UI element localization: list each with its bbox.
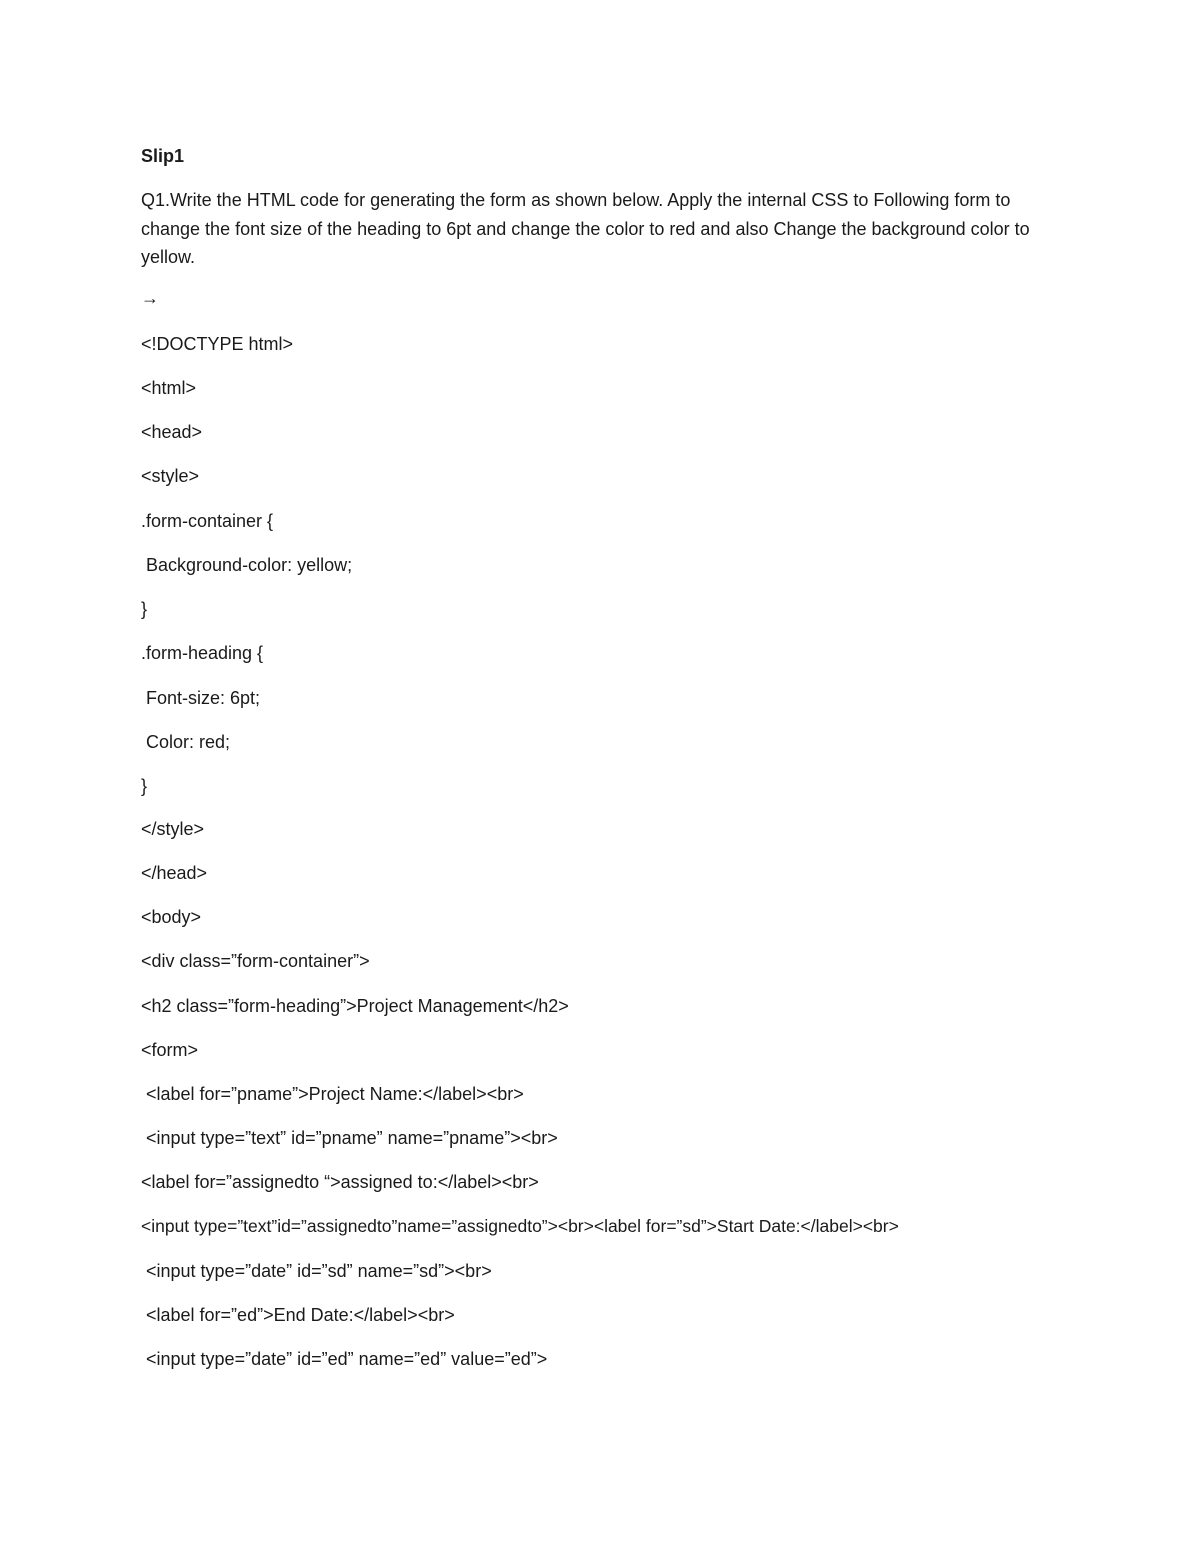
code-line: } — [141, 599, 148, 619]
code-line: <input type=”date” id=”ed” name=”ed” value=”ed”> — [141, 1349, 548, 1369]
code-line: <input type=”text” id=”pname” name=”pname”><br> — [141, 1128, 558, 1148]
code-line: </style> — [141, 819, 205, 839]
code-line: <h2 class=”form-heading”>Project Management</h2> — [141, 996, 569, 1016]
code-line: } — [141, 776, 148, 796]
code-line: Font-size: 6pt; — [141, 688, 261, 708]
code-line: <label for=”ed”>End Date:</label><br> — [141, 1305, 455, 1325]
arrow-icon: → — [141, 288, 159, 308]
slip-title: Slip1 — [141, 146, 185, 166]
code-line: Color: red; — [141, 732, 231, 752]
code-line: <form> — [141, 1040, 199, 1060]
code-line: .form-container { — [141, 511, 274, 531]
code-line: <html> — [141, 378, 197, 398]
code-line: Background-color: yellow; — [141, 555, 353, 575]
code-line: <!DOCTYPE html> — [141, 334, 294, 354]
code-line: <input type=”text”id=”assignedto”name=”assignedto”><br><label for=”sd”>Start Date:</label><br> — [141, 1216, 899, 1236]
code-line: <input type=”date” id=”sd” name=”sd”><br> — [141, 1261, 492, 1281]
code-line: <style> — [141, 466, 200, 486]
code-line: </head> — [141, 863, 208, 883]
code-line: <head> — [141, 422, 203, 442]
code-line: <body> — [141, 907, 202, 927]
code-line: .form-heading { — [141, 643, 264, 663]
code-line: <label for=”assignedto “>assigned to:</label><br> — [141, 1172, 539, 1192]
code-line: <div class=”form-container”> — [141, 951, 370, 971]
question-text: Q1.Write the HTML code for generating the form as shown below. Apply the internal CSS to Following form to change the font size of the heading to 6pt and change the color to red and also Change the background color to yellow. — [141, 190, 1030, 267]
code-line: <label for=”pname”>Project Name:</label><br> — [141, 1084, 524, 1104]
